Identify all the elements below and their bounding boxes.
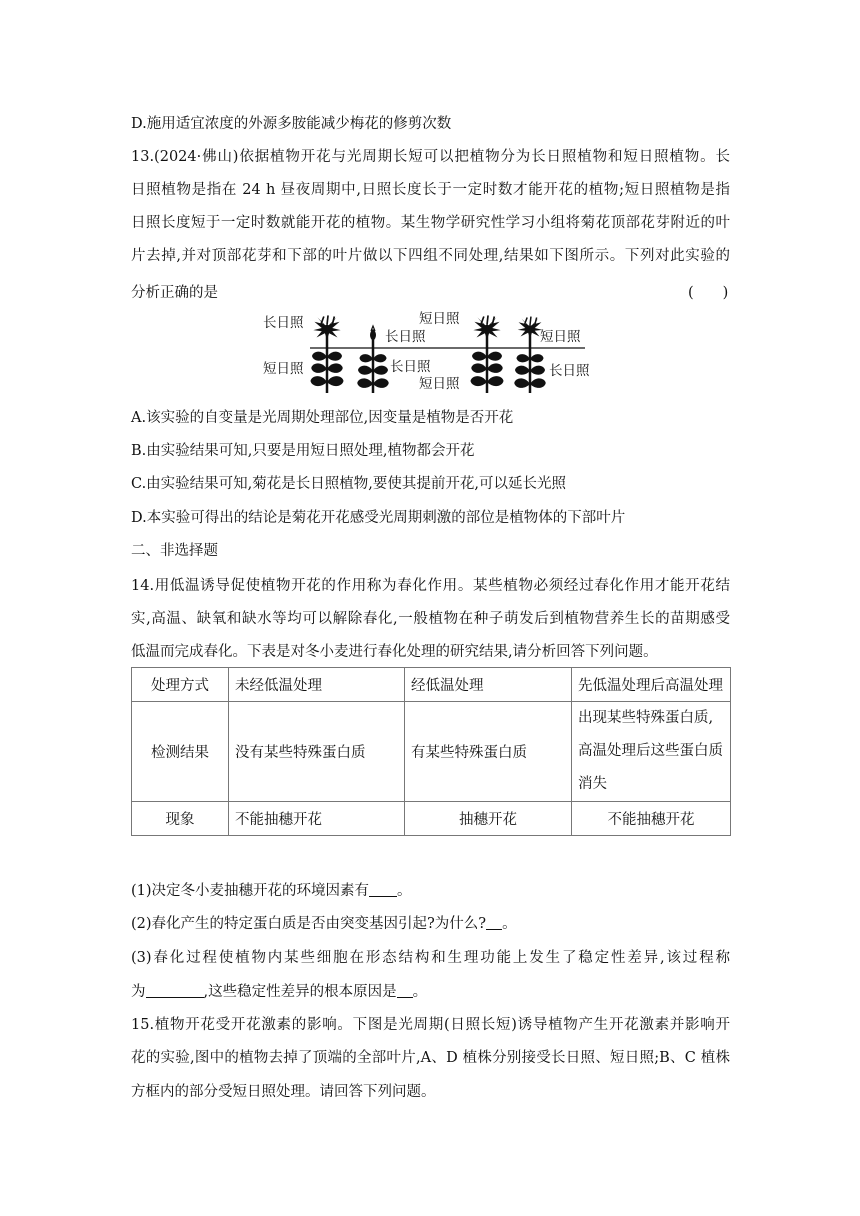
q13-option-b: B.由实验结果可知,只要是用短日照处理,植物都会开花	[131, 443, 475, 459]
q14-sub-3-line-2	[131, 980, 427, 1001]
label-p2-bottom: 长日照	[390, 359, 431, 375]
cell-line: 消失	[578, 776, 607, 792]
table-cell: 没有某些特殊蛋白质	[229, 702, 405, 802]
table-cell: 检测结果	[132, 702, 229, 802]
q13-option-d: D.本实验可得出的结论是菊花开花感受光周期刺激的部位是植物体的下部叶片	[131, 510, 626, 526]
q13-line-5: 分析正确的是	[131, 285, 218, 301]
answer-paren: ( )	[688, 285, 729, 301]
q13-line-3: 日照长度短于一定时数就能开花的植物。某生物学研究性学习小组将菊花顶部花芽附近的叶	[131, 215, 730, 231]
sub-question-text: 为	[131, 984, 146, 1000]
answer-blank[interactable]	[486, 915, 502, 930]
q12-option-d: D.施用适宜浓度的外源多胺能减少梅花的修剪次数	[131, 116, 452, 132]
section-title: 二、非选择题	[131, 543, 218, 559]
q15-line-1: 15.植物开花受开花激素的影响。下图是光周期(日照长短)诱导植物产生开花激素并影响开	[131, 1017, 730, 1033]
table-cell: 经低温处理	[405, 668, 572, 702]
label-p4-bottom: 长日照	[549, 363, 590, 379]
label-p3-top: 短日照	[419, 311, 460, 327]
q14-line-1: 14.用低温诱导促使植物开花的作用称为春化作用。某些植物必须经过春化作用才能开花结	[131, 578, 730, 594]
chrysanthemum-diagram	[255, 305, 605, 397]
table-cell: 未经低温处理	[229, 668, 405, 702]
q14-sub-3-line-1: (3)春化过程使植物内某些细胞在形态结构和生理功能上发生了稳定性差异,该过程称	[131, 950, 730, 966]
label-p3-bottom: 短日照	[419, 376, 460, 392]
table-cell: 不能抽穗开花	[229, 802, 405, 836]
sub-question-end: 。	[412, 984, 428, 1000]
label-p1-top: 长日照	[263, 315, 304, 331]
table-row	[132, 802, 731, 836]
answer-blank[interactable]	[146, 983, 204, 998]
plant-1	[311, 315, 344, 393]
q14-sub-2	[131, 912, 517, 933]
table-cell: 有某些特殊蛋白质	[405, 702, 572, 802]
vernalization-table	[131, 667, 731, 836]
q13-line-4: 片去掉,并对顶部花芽和下部的叶片做以下四组不同处理,结果如下图所示。下列对此实验的	[131, 248, 730, 264]
q14-line-2: 实,高温、缺氧和缺水等均可以解除春化,一般植物在种子萌发后到植物营养生长的苗期感受	[131, 611, 730, 627]
table-row	[132, 668, 731, 702]
sub-question-end: 。	[502, 916, 517, 932]
sub-question-end: 。	[397, 883, 412, 899]
label-p2-top: 长日照	[385, 329, 426, 345]
cell-line: 高温处理后这些蛋白质	[578, 743, 723, 759]
cell-line: 出现某些特殊蛋白质,	[578, 710, 714, 726]
label-p4-top: 短日照	[540, 329, 581, 345]
answer-blank[interactable]	[369, 882, 397, 897]
q14-sub-1	[131, 879, 412, 900]
q13-line-2: 日照植物是指在 24 h 昼夜周期中,日照长度长于一定时数才能开花的植物;短日照植物是指	[131, 182, 730, 198]
q15-line-3: 方框内的部分受短日照处理。请回答下列问题。	[131, 1084, 436, 1100]
q15-line-2: 花的实验,图中的植物去掉了顶端的全部叶片,A、D 植株分别接受长日照、短日照;B、C 植株	[131, 1050, 730, 1066]
table-cell: 抽穗开花	[405, 802, 572, 836]
q13-line-1: 13.(2024·佛山)依据植物开花与光周期长短可以把植物分为长日照植物和短日照植物。长	[131, 149, 730, 165]
sub-question-text: (2)春化产生的特定蛋白质是否由突变基因引起?为什么?	[131, 916, 487, 932]
table-cell: 处理方式	[132, 668, 229, 702]
q13-option-c: C.由实验结果可知,菊花是长日照植物,要使其提前开花,可以延长光照	[131, 476, 567, 492]
q13-option-a: A.该实验的自变量是光周期处理部位,因变量是植物是否开花	[131, 410, 514, 426]
sub-question-text: ,这些稳定性差异的根本原因是	[203, 984, 397, 1000]
answer-blank[interactable]	[397, 983, 413, 998]
label-p1-bottom: 短日照	[263, 361, 304, 377]
table-row	[132, 702, 731, 802]
table-cell: 不能抽穗开花	[572, 802, 731, 836]
q14-line-3: 低温而完成春化。下表是对冬小麦进行春化处理的研究结果,请分析回答下列问题。	[131, 644, 658, 660]
table-cell: 现象	[132, 802, 229, 836]
table-cell: 先低温处理后高温处理	[572, 668, 731, 702]
sub-question-text: (1)决定冬小麦抽穗开花的环境因素有	[131, 883, 370, 899]
table-cell	[572, 702, 731, 802]
plant-3	[471, 315, 504, 393]
